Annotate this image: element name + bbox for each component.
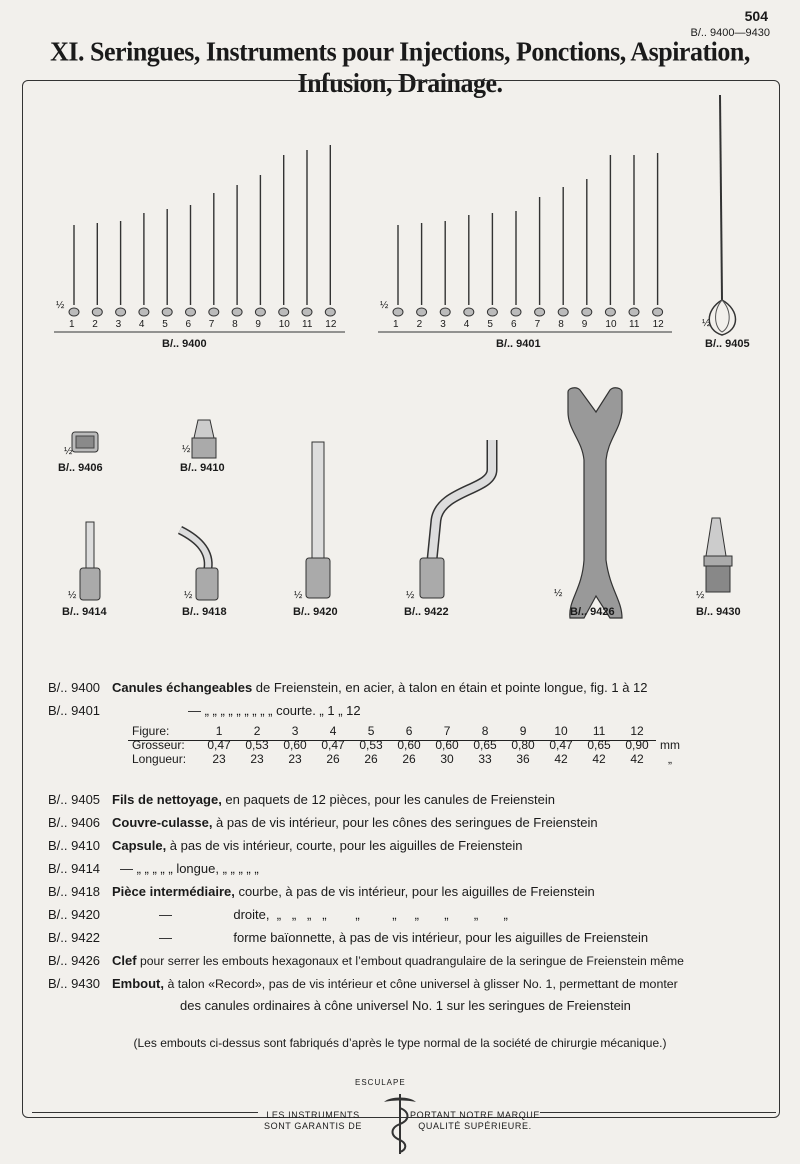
needle-hub	[232, 308, 242, 316]
needle-hub	[629, 308, 639, 316]
spec-cell: 8	[481, 724, 489, 738]
spec-cell: 5	[367, 724, 375, 738]
page-range: B/.. 9400—9430	[690, 27, 770, 39]
item-name: Clef	[112, 953, 137, 968]
description-9406	[48, 815, 598, 830]
needle-number: 6	[511, 319, 517, 330]
figure-label-9406: B/.. 9406	[58, 462, 103, 474]
needle-number: 1	[393, 319, 399, 330]
needle-hub	[162, 308, 172, 316]
figure-label-9420: B/.. 9420	[293, 606, 338, 618]
embout-9430-illustration	[704, 518, 732, 592]
spec-cell: 4	[329, 724, 337, 738]
scale-mark-9405: ½	[702, 318, 711, 329]
needle-number: 11	[302, 319, 313, 330]
needle-number: 7	[208, 319, 215, 330]
figure-label-9401: B/.. 9401	[496, 338, 541, 350]
needle-number: 1	[69, 319, 75, 330]
needle-number: 8	[232, 319, 238, 330]
item-text: — forme baïonnette, à pas de vis intérieur, pour les aiguilles de Freienstein	[112, 930, 649, 945]
spec-cell: 3	[291, 724, 299, 738]
item-text: pour serrer les embouts hexagonaux et l’embout quadrangulaire de la seringue de Freienstein même	[136, 954, 684, 968]
spec-cell: 11	[592, 724, 606, 738]
figure-label-9405: B/.. 9405	[705, 338, 750, 350]
spec-cell: 0,65	[587, 738, 611, 752]
item-code: B/.. 9406	[48, 815, 101, 830]
figure-label-9422: B/.. 9422	[404, 606, 449, 618]
item-code: B/.. 9418	[48, 884, 101, 899]
footer-right-text	[410, 1110, 540, 1132]
item-code: B/.. 9430	[48, 976, 101, 991]
needle-hub	[558, 308, 568, 316]
figure-label-9430: B/.. 9430	[696, 606, 741, 618]
needle-number: 8	[558, 319, 564, 330]
spec-cell: 30	[440, 752, 454, 766]
spec-cell: 0,60	[283, 738, 307, 752]
needle-hub	[69, 308, 79, 316]
scale-mark-9400: ½	[56, 300, 65, 311]
spec-cell: 26	[326, 752, 340, 766]
footer-left-line2: SONT GARANTIS DE	[264, 1121, 362, 1131]
item-text: de Freienstein, en acier, à talon en étain et pointe longue, fig. 1 à 12	[252, 680, 648, 695]
spec-unit: „	[668, 752, 673, 766]
needle-hub	[302, 308, 312, 316]
scale-mark-9418: ½	[184, 590, 193, 601]
spec-cell: 36	[516, 752, 530, 766]
footer-rule-left	[32, 1112, 258, 1113]
item-name: Embout,	[112, 976, 164, 991]
item-code: B/.. 9410	[48, 838, 101, 853]
page-number: 504	[744, 8, 768, 24]
spec-cell: 42	[554, 752, 568, 766]
spec-row-label: Figure:	[132, 724, 170, 738]
footer-right-line1: PORTANT NOTRE MARQUE	[410, 1110, 541, 1120]
spec-row	[128, 752, 684, 766]
needle-hub	[440, 308, 450, 316]
spec-cell: 33	[478, 752, 492, 766]
description-9430-continued: des canules ordinaires à cône universel No. 1 sur les seringues de Freienstein	[180, 998, 631, 1013]
description-9422	[48, 930, 648, 945]
spec-cell: 0,60	[435, 738, 459, 752]
needle-hub	[186, 308, 196, 316]
needle-hub	[605, 308, 615, 316]
spec-cell: 42	[592, 752, 606, 766]
needle-hub	[116, 308, 126, 316]
figure-label-9410: B/.. 9410	[180, 462, 225, 474]
figure-label-9414: B/.. 9414	[62, 606, 107, 618]
needle-hub	[417, 308, 427, 316]
needle-hub	[92, 308, 102, 316]
needle-number: 7	[534, 319, 541, 330]
needle-hub	[393, 308, 403, 316]
spec-cell: 0,90	[625, 738, 649, 752]
fitting-9422-illustration	[420, 440, 492, 598]
item-text: à pas de vis intérieur, pour les cônes des seringues de Freienstein	[212, 815, 598, 830]
spec-cell: 0,47	[321, 738, 345, 752]
item-name: Fils de nettoyage,	[112, 792, 222, 807]
needle-number: 2	[416, 319, 423, 330]
spec-unit	[656, 724, 684, 738]
figure-label-9400: B/.. 9400	[162, 338, 207, 350]
needle-number: 2	[92, 319, 98, 330]
needle-number: 12	[652, 319, 664, 330]
description-9430	[48, 976, 678, 991]
needle-number: 10	[605, 319, 617, 330]
description-9405	[48, 792, 555, 807]
spec-cell: 42	[630, 752, 644, 766]
fitting-9420-illustration	[306, 442, 330, 598]
needle-hub	[325, 308, 335, 316]
needle-set-9401	[393, 153, 663, 316]
item-name: Canules échangeables	[112, 680, 253, 695]
description-9414	[48, 861, 259, 876]
brand-mark-esculape: ESCULAPE	[355, 1078, 406, 1087]
capsule-9410-illustration	[192, 420, 216, 458]
needle-hub	[255, 308, 265, 316]
description-9418	[48, 884, 595, 899]
needle-hub	[139, 308, 149, 316]
needle-number: 9	[581, 319, 588, 330]
item-code: B/.. 9420	[48, 907, 101, 922]
spec-cell: 26	[364, 752, 378, 766]
needle-number: 5	[162, 319, 168, 330]
item-text: en paquets de 12 pièces, pour les canules de Freienstein	[221, 792, 555, 807]
item-name: Capsule,	[112, 838, 167, 853]
needle-hub	[653, 308, 663, 316]
needle-number: 5	[487, 319, 493, 330]
description-9426	[48, 953, 684, 968]
spec-cell: 6	[405, 724, 413, 738]
needle-hub	[535, 308, 545, 316]
spec-row-label: Grosseur:	[132, 738, 185, 752]
scale-mark-9422: ½	[406, 590, 415, 601]
spec-cell: 0,60	[397, 738, 421, 752]
footer-left-line1: LES INSTRUMENTS	[266, 1110, 360, 1120]
needle-number: 6	[185, 319, 192, 330]
cap-9406-illustration	[72, 432, 98, 452]
needle-hub	[511, 308, 521, 316]
item-name: Pièce intermédiaire,	[112, 884, 235, 899]
spec-cell: 12	[630, 724, 644, 738]
description-9410	[48, 838, 522, 853]
page-title: XI. Seringues, Instruments pour Injections, Ponctions, Aspiration, Infusion, Drainage.	[50, 36, 750, 99]
spec-cell: 0,47	[207, 738, 231, 752]
spec-cell: 1	[215, 724, 223, 738]
figure-label-9426: B/.. 9426	[570, 606, 615, 618]
footnote: (Les embouts ci-dessus sont fabriqués d’après le type normal de la société de chirurgie mécanique.)	[133, 1036, 667, 1050]
item-text: — droite, „ „ „ „ „ „ „ „ „ „	[112, 907, 508, 922]
scale-mark-9420: ½	[294, 590, 303, 601]
scale-mark-9406: ½	[64, 446, 73, 457]
item-code: B/.. 9400	[48, 680, 101, 695]
item-text: — „ „ „ „ „ longue, „ „ „ „ „	[120, 861, 259, 876]
fitting-9414-illustration	[80, 522, 100, 600]
item-text: à pas de vis intérieur, courte, pour les aiguilles de Freienstein	[166, 838, 523, 853]
needle-number: 4	[138, 319, 145, 330]
needle-number: 10	[278, 319, 290, 330]
item-code: B/.. 9405	[48, 792, 101, 807]
spec-cell: 0,80	[511, 738, 535, 752]
needle-number: 3	[440, 319, 446, 330]
item-code: B/.. 9422	[48, 930, 101, 945]
needle-hub	[582, 308, 592, 316]
needle-number: 12	[325, 319, 337, 330]
scale-mark-9430: ½	[696, 590, 705, 601]
item-name: Couvre-culasse,	[112, 815, 213, 830]
spec-cell: 0,47	[549, 738, 573, 752]
spec-cell: 7	[443, 724, 451, 738]
footer-rule-right	[540, 1112, 776, 1113]
footer-right-line2: QUALITÉ SUPÉRIEURE.	[418, 1121, 532, 1131]
description-9401	[48, 703, 361, 718]
spec-cell: 0,53	[359, 738, 383, 752]
scale-mark-9414: ½	[68, 590, 77, 601]
spec-cell: 23	[212, 752, 226, 766]
needle-number: 3	[115, 319, 122, 330]
wrench-9426-illustration	[568, 388, 622, 618]
item-text: à talon «Record», pas de vis intérieur et cône universel à glisser No. 1, permettant de monter	[164, 977, 678, 991]
spec-cell: 23	[288, 752, 302, 766]
spec-cell: 10	[554, 724, 568, 738]
item-text: — „ „ „ „ „ „ „ „ „ courte. „ 1 „ 12	[188, 703, 361, 718]
needle-hub	[487, 308, 497, 316]
spec-cell: 2	[253, 724, 261, 738]
needle-number: 4	[463, 319, 470, 330]
description-9420	[48, 907, 508, 922]
needle-number: 9	[255, 319, 261, 330]
scale-mark-9426: ½	[554, 588, 563, 599]
scale-mark-9410: ½	[182, 444, 191, 455]
item-text: courbe, à pas de vis intérieur, pour les aiguilles de Freienstein	[234, 884, 595, 899]
spec-cell: 0,65	[473, 738, 497, 752]
description-9400	[48, 680, 648, 695]
scale-mark-9401: ½	[380, 300, 389, 311]
item-code: B/.. 9401	[48, 703, 101, 718]
spec-cell: 26	[402, 752, 416, 766]
spec-table-rule	[128, 740, 656, 741]
needle-set-9400	[69, 145, 335, 316]
spec-row	[128, 724, 684, 738]
needle-hub	[464, 308, 474, 316]
item-code: B/.. 9414	[48, 861, 101, 876]
spec-unit: mm	[660, 738, 681, 752]
footer-left-text	[264, 1110, 362, 1132]
item-code: B/.. 9426	[48, 953, 101, 968]
spec-table	[128, 724, 684, 766]
figure-label-9418: B/.. 9418	[182, 606, 227, 618]
spec-row-label: Longueur:	[132, 752, 187, 766]
needle-number: 11	[629, 319, 640, 330]
spec-cell: 23	[250, 752, 264, 766]
spec-cell: 9	[519, 724, 527, 738]
spec-cell: 0,53	[245, 738, 269, 752]
cleaning-wire-9405-illustration	[709, 95, 735, 335]
needle-hub	[209, 308, 219, 316]
needle-hub	[279, 308, 289, 316]
